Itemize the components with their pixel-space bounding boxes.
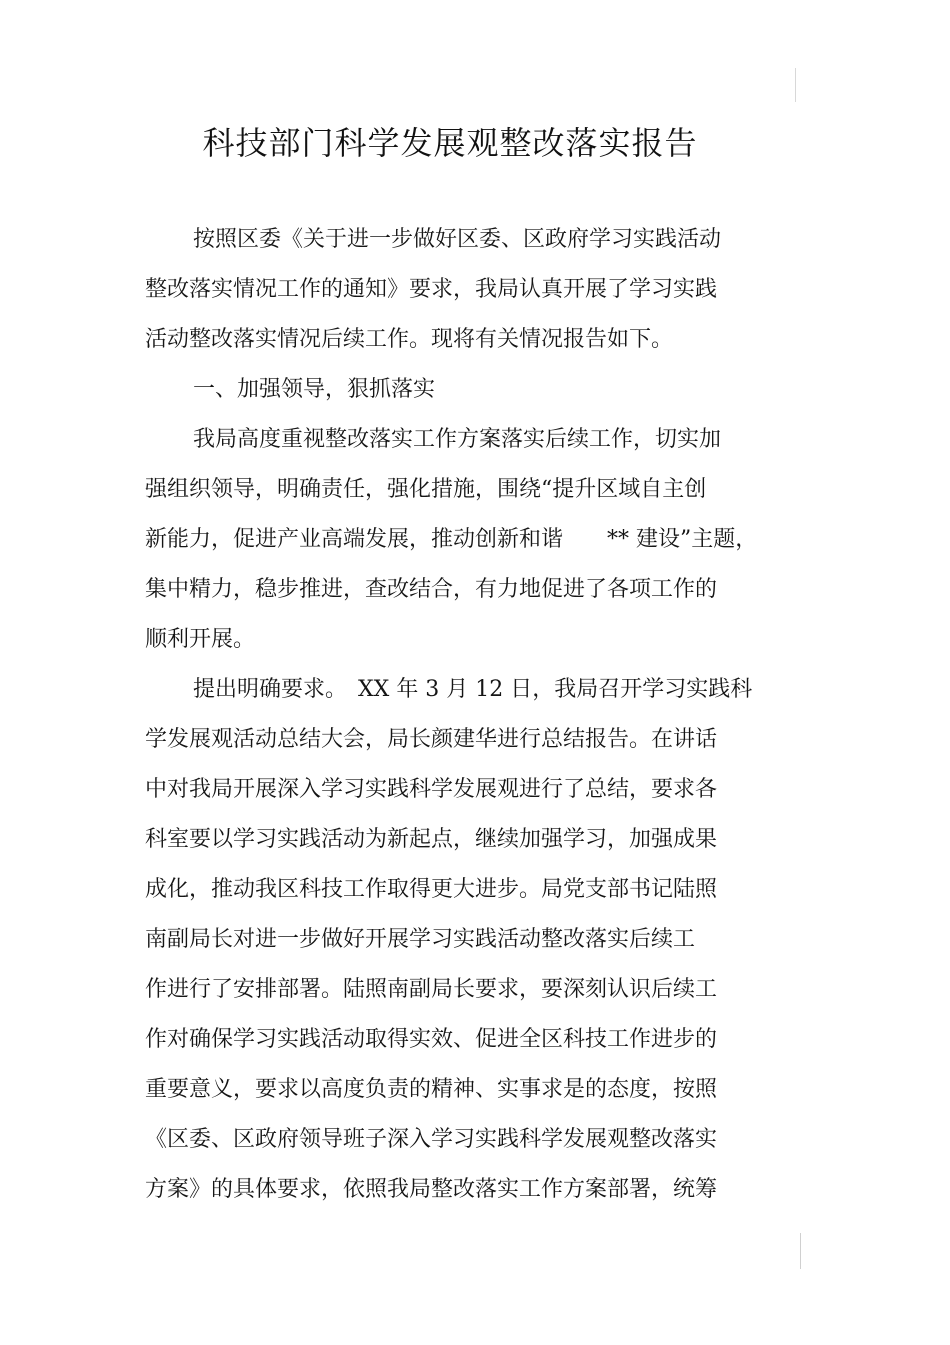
document-title: 科技部门科学发展观整改落实报告 — [202, 124, 698, 162]
page-edge-mark — [800, 1233, 801, 1269]
paragraph-line: 中对我局开展深入学习实践科学发展观进行了总结，要求各 — [145, 777, 718, 802]
paragraph-line: 《区委、区政府领导班子深入学习实践科学发展观整改落实 — [145, 1127, 718, 1152]
paragraph-line: 集中精力，稳步推进，查改结合，有力地促进了各项工作的 — [145, 577, 718, 602]
paragraph-line: 作对确保学习实践活动取得实效、促进全区科技工作进步的 — [145, 1027, 718, 1052]
page-edge-mark — [795, 68, 796, 102]
paragraph-line: 学发展观活动总结大会，局长颜建华进行总结报告。在讲话 — [145, 727, 718, 752]
paragraph-line: 我局高度重视整改落实工作方案落实后续工作，切实加 — [193, 427, 722, 452]
paragraph-line: 按照区委《关于进一步做好区委、区政府学习实践活动 — [193, 227, 722, 252]
paragraph-line: 方案》的具体要求，依照我局整改落实工作方案部署，统筹 — [145, 1177, 718, 1202]
paragraph-line: 提出明确要求。 XX 年 3 月 12 日，我局召开学习实践科 — [193, 677, 753, 702]
paragraph-line: 重要意义，要求以高度负责的精神、实事求是的态度，按照 — [145, 1077, 718, 1102]
paragraph-line: 成化，推动我区科技工作取得更大进步。局党支部书记陆照 — [145, 877, 718, 902]
paragraph-line: 作进行了安排部署。陆照南副局长要求，要深刻认识后续工 — [145, 977, 718, 1002]
paragraph-line: 科室要以学习实践活动为新起点，继续加强学习，加强成果 — [145, 827, 718, 852]
paragraph-line: 顺利开展。 — [145, 627, 256, 652]
paragraph-line: 新能力，促进产业高端发展，推动创新和谐 ** 建设”主题， — [145, 527, 758, 552]
paragraph-line: 整改落实情况工作的通知》要求，我局认真开展了学习实践 — [145, 277, 718, 302]
paragraph-line: 南副局长对进一步做好开展学习实践活动整改落实后续工 — [145, 927, 696, 952]
paragraph-line: 强组织领导，明确责任，强化措施，围绕“提升区域自主创 — [145, 477, 707, 502]
paragraph-line: 活动整改落实情况后续工作。现将有关情况报告如下。 — [145, 327, 674, 352]
section-heading: 一、加强领导，狠抓落实 — [193, 377, 436, 402]
